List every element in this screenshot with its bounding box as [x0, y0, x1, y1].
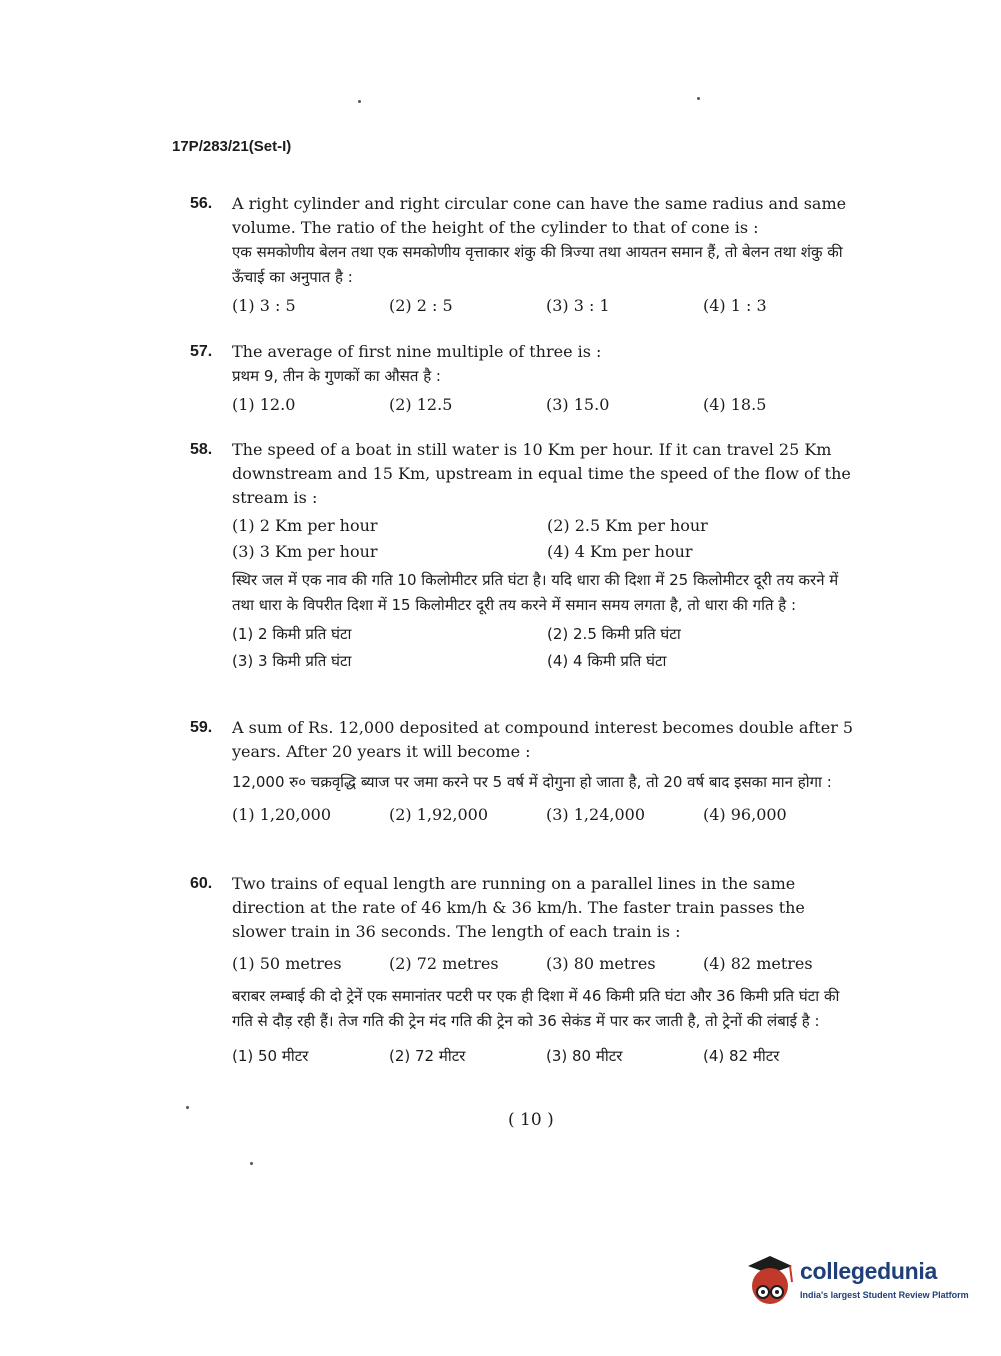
option: (3) 80 मीटर	[546, 1047, 623, 1065]
question-60	[190, 872, 860, 1069]
question-text-hi: 12,000 रु० चक्रवृद्धि ब्याज पर जमा करने पर 5 वर्ष में दोगुना हो जाता है, तो 20 वर्ष बाद इसका मान होगा :	[232, 773, 832, 791]
question-number: 60.	[190, 875, 213, 892]
question-text-en: Two trains of equal length are running on a parallel lines in the same direction at the rate of 46 km/h & 36 km/h. The faster train passes the slower train in 36 seconds. The length of each train is :	[232, 874, 805, 941]
option: (1) 50 metres	[232, 954, 342, 973]
option: (2) 2 : 5	[389, 296, 453, 315]
option: (4) 4 किमी प्रति घंटा	[547, 652, 667, 670]
question-text-hi: स्थिर जल में एक नाव की गति 10 किलोमीटर प्रति घंटा है। यदि धारा की दिशा में 25 किलोमीटर दूरी तय करने में तथा धारा के विपरीत दिशा में 15 किलोमीटर दूरी तय करने में समान समय लगता है, तो धारा की गति है :	[232, 571, 839, 614]
option: (4) 82 मीटर	[703, 1047, 780, 1065]
option: (3) 1,24,000	[546, 805, 645, 824]
option: (3) 3 किमी प्रति घंटा	[232, 652, 352, 670]
option: (3) 80 metres	[546, 954, 656, 973]
question-57	[190, 340, 860, 417]
option: (3) 3 : 1	[546, 296, 610, 315]
paper-code: 17P/283/21(Set-I)	[172, 138, 292, 155]
option: (2) 2.5 Km per hour	[547, 516, 708, 535]
options-row-hi	[232, 1044, 860, 1069]
scan-speck	[697, 97, 700, 100]
options-row-en	[232, 952, 860, 976]
option: (1) 2 किमी प्रति घंटा	[232, 625, 352, 643]
option: (2) 12.5	[389, 395, 453, 414]
option: (2) 1,92,000	[389, 805, 488, 824]
question-59	[190, 716, 860, 827]
options-row	[232, 803, 860, 827]
scan-speck	[250, 1162, 253, 1165]
question-number: 58.	[190, 441, 213, 458]
question-number: 56.	[190, 195, 213, 212]
logo-tagline: India's largest Student Review Platform	[800, 1290, 969, 1300]
option: (4) 96,000	[703, 805, 787, 824]
question-text-en: A sum of Rs. 12,000 deposited at compound interest becomes double after 5 years. After 20 years it will become :	[232, 718, 854, 761]
option: (4) 82 metres	[703, 954, 813, 973]
option: (2) 72 मीटर	[389, 1047, 466, 1065]
option: (3) 15.0	[546, 395, 610, 414]
option: (1) 3 : 5	[232, 296, 296, 315]
question-text-hi: एक समकोणीय बेलन तथा एक समकोणीय वृत्ताकार शंकु की त्रिज्या तथा आयतन समान हैं, तो बेलन तथा शंकु की ऊँचाई का अनुपात है :	[232, 243, 843, 286]
option: (4) 1 : 3	[703, 296, 767, 315]
question-58	[190, 438, 860, 674]
option: (1) 12.0	[232, 395, 296, 414]
collegedunia-logo[interactable]	[742, 1252, 972, 1312]
option: (2) 2.5 किमी प्रति घंटा	[547, 625, 681, 643]
question-text-en: The speed of a boat in still water is 10 Km per hour. If it can travel 25 Km downstream and 15 Km, upstream in equal time the speed of the flow of the stream is :	[232, 440, 851, 507]
mascot-icon	[742, 1252, 798, 1312]
options-row	[232, 294, 860, 318]
question-56	[190, 192, 860, 318]
option: (1) 50 मीटर	[232, 1047, 309, 1065]
options-grid-en	[232, 514, 860, 564]
option: (1) 1,20,000	[232, 805, 331, 824]
question-text-hi: बराबर लम्बाई की दो ट्रेनें एक समानांतर पटरी पर एक ही दिशा में 46 किमी प्रति घंटा और 36 किमी प्रति घंटा की गति से दौड़ रही हैं। तेज गति की ट्रेन मंद गति की ट्रेन को 36 सेकंड में पार कर जाती है, तो ट्रेनों की लंबाई है :	[232, 987, 840, 1030]
option: (1) 2 Km per hour	[232, 516, 378, 535]
options-row	[232, 393, 860, 417]
page-number: ( 10 )	[508, 1110, 554, 1130]
logo-name: collegedunia	[800, 1258, 937, 1284]
option: (4) 4 Km per hour	[547, 542, 693, 561]
options-grid-hi	[232, 622, 860, 674]
question-text-hi: प्रथम 9, तीन के गुणकों का औसत है :	[232, 367, 441, 385]
question-number: 57.	[190, 343, 213, 360]
question-text-en: A right cylinder and right circular cone can have the same radius and same volume. The ratio of the height of the cylinder to that of cone is :	[232, 194, 847, 237]
scan-speck	[186, 1106, 189, 1109]
option: (3) 3 Km per hour	[232, 542, 378, 561]
option: (4) 18.5	[703, 395, 767, 414]
question-text-en: The average of first nine multiple of three is :	[232, 342, 602, 361]
scan-speck	[358, 100, 361, 103]
option: (2) 72 metres	[389, 954, 499, 973]
question-number: 59.	[190, 719, 213, 736]
